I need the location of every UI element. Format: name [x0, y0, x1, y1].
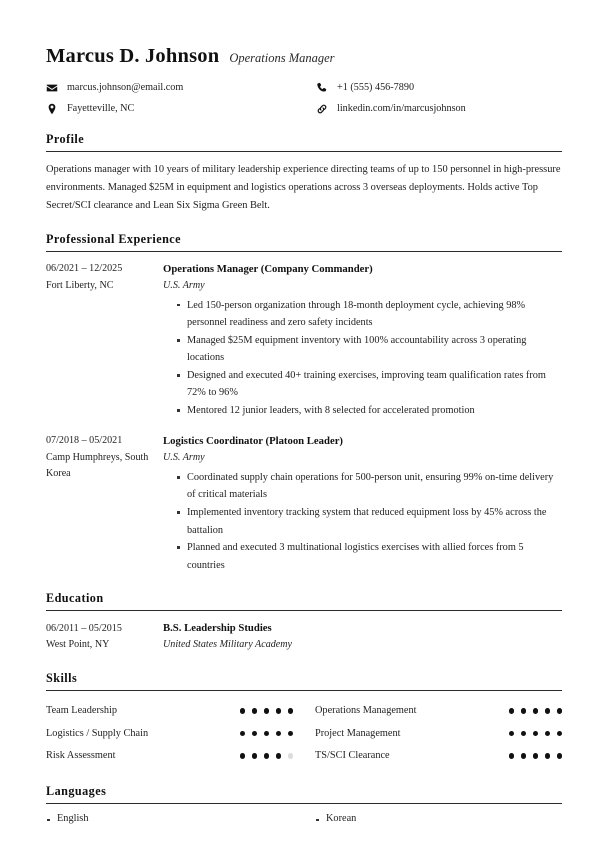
- rating-dot-filled: [252, 753, 257, 758]
- rating-dot-filled: [264, 731, 269, 736]
- link-icon: [316, 103, 328, 115]
- rating-dot-filled: [533, 708, 538, 713]
- skill-row: [315, 722, 562, 745]
- rating-dot-filled: [509, 731, 514, 736]
- candidate-name: Marcus D. Johnson: [46, 45, 220, 67]
- section-divider: [46, 151, 562, 152]
- skill-label: Operations Management: [315, 705, 417, 717]
- experience-entry: [46, 261, 562, 420]
- section-title-languages: Languages: [46, 784, 107, 799]
- skill-label: TS/SCI Clearance: [315, 750, 390, 762]
- entry-location: Camp Humphreys, South Korea: [46, 451, 149, 480]
- section-skills: [46, 671, 562, 768]
- entry-dates: 06/2011 – 05/2015: [46, 622, 122, 634]
- education-degree: B.S. Leadership Studies: [163, 622, 272, 635]
- rating-dot-empty: [288, 753, 293, 758]
- skill-row: [46, 700, 293, 723]
- rating-dot-filled: [240, 708, 245, 713]
- rating-dot-filled: [521, 708, 526, 713]
- rating-dot-filled: [276, 753, 281, 758]
- entry-meta: [46, 433, 163, 574]
- contact-info: [46, 82, 562, 115]
- section-divider: [46, 803, 562, 804]
- entry-bullet-list: [163, 297, 562, 420]
- skill-label: Logistics / Supply Chain: [46, 727, 149, 739]
- contact-email-text: marcus.johnson@email.com: [67, 81, 184, 93]
- entry-body: [163, 261, 562, 420]
- skill-row: [315, 745, 562, 768]
- rating-dot-filled: [521, 753, 526, 758]
- rating-dot-filled: [557, 708, 562, 713]
- rating-dot-filled: [509, 753, 514, 758]
- section-divider: [46, 610, 562, 611]
- entry-meta: [46, 620, 163, 653]
- list-item: Korean: [315, 813, 562, 824]
- rating-dot-filled: [264, 753, 269, 758]
- section-divider: [46, 251, 562, 252]
- skill-row: [46, 745, 293, 768]
- rating-dot-filled: [533, 753, 538, 758]
- skill-rating: [240, 753, 293, 758]
- list-item: English: [46, 813, 293, 824]
- skill-label: Risk Assessment: [46, 750, 116, 762]
- entry-meta: [46, 261, 163, 420]
- rating-dot-filled: [545, 708, 550, 713]
- contact-linkedin-text: linkedin.com/in/marcusjohnson: [337, 102, 466, 114]
- phone-icon: [316, 82, 328, 94]
- rating-dot-filled: [288, 731, 293, 736]
- rating-dot-filled: [557, 731, 562, 736]
- rating-dot-filled: [545, 731, 550, 736]
- skill-label: Team Leadership: [46, 705, 118, 717]
- section-divider: [46, 690, 562, 691]
- rating-dot-filled: [288, 708, 293, 713]
- contact-linkedin[interactable]: [316, 103, 562, 115]
- skill-row: [46, 722, 293, 745]
- skill-rating: [509, 731, 562, 736]
- skill-row: [315, 700, 562, 723]
- contact-phone[interactable]: [316, 82, 562, 94]
- resume-header: [46, 45, 562, 115]
- contact-phone-text: +1 (555) 456-7890: [337, 81, 415, 93]
- section-title-profile: Profile: [46, 132, 85, 146]
- section-title-education: Education: [46, 591, 104, 606]
- section-languages: [46, 784, 562, 824]
- rating-dot-filled: [252, 708, 257, 713]
- list-item: Implemented inventory tracking system that reduced equipment loss by 45% across the battalion: [177, 504, 562, 539]
- entry-body: [163, 620, 562, 653]
- contact-email[interactable]: [46, 82, 316, 94]
- section-education: [46, 591, 562, 653]
- list-item: Mentored 12 junior leaders, with 8 selected for accelerated promotion: [177, 402, 562, 419]
- experience-entry: [46, 433, 562, 574]
- entry-organization: U.S. Army: [163, 279, 205, 291]
- education-entry: [46, 620, 562, 653]
- entry-body: [163, 433, 562, 574]
- entry-dates: 07/2018 – 05/2021: [46, 435, 123, 447]
- skill-rating: [240, 731, 293, 736]
- languages-grid: [46, 813, 562, 824]
- entry-organization: U.S. Army: [163, 451, 205, 463]
- rating-dot-filled: [557, 753, 562, 758]
- rating-dot-filled: [545, 753, 550, 758]
- list-item: Managed $25M equipment inventory with 100% accountability across 3 operating locations: [177, 332, 562, 367]
- section-profile: [46, 132, 562, 215]
- contact-location: [46, 103, 316, 115]
- name-title-row: [46, 45, 562, 68]
- entry-bullet-list: [163, 469, 562, 574]
- rating-dot-filled: [264, 708, 269, 713]
- skill-rating: [509, 708, 562, 713]
- rating-dot-filled: [252, 731, 257, 736]
- rating-dot-filled: [521, 731, 526, 736]
- skill-label: Project Management: [315, 727, 401, 739]
- envelope-icon: [46, 82, 58, 94]
- profile-summary-text: Operations manager with 10 years of military leadership experience directing teams of up to 150 personnel in high-pressure environments. Managed $25M in equipment and logistics operations across 3 overseas deployments. Holds active Top Secret/SCI clearance and Lean Six Sigma Green Belt.: [46, 164, 561, 211]
- contact-location-text: Fayetteville, NC: [67, 102, 135, 114]
- rating-dot-filled: [240, 731, 245, 736]
- entry-location: West Point, NY: [46, 639, 110, 651]
- entry-role: Logistics Coordinator (Platoon Leader): [163, 434, 343, 447]
- list-item: Coordinated supply chain operations for 500-person unit, ensuring 99% on-time delivery of critical materials: [177, 469, 562, 504]
- entry-location: Fort Liberty, NC: [46, 279, 114, 291]
- section-experience: [46, 232, 562, 575]
- skill-rating: [240, 708, 293, 713]
- entry-role: Operations Manager (Company Commander): [163, 262, 373, 275]
- rating-dot-filled: [240, 753, 245, 758]
- rating-dot-filled: [509, 708, 514, 713]
- skill-rating: [509, 753, 562, 758]
- skills-grid: [46, 700, 562, 768]
- list-item: Designed and executed 40+ training exercises, improving team qualification rates from 72% to 96%: [177, 367, 562, 402]
- rating-dot-filled: [276, 708, 281, 713]
- section-title-experience: Professional Experience: [46, 231, 182, 246]
- location-pin-icon: [46, 103, 58, 115]
- candidate-job-title: Operations Manager: [229, 51, 335, 65]
- entry-dates: 06/2021 – 12/2025: [46, 263, 123, 275]
- section-title-skills: Skills: [46, 670, 78, 685]
- list-item: Planned and executed 3 multinational logistics exercises with allied forces from 5 countries: [177, 539, 562, 574]
- rating-dot-filled: [276, 731, 281, 736]
- list-item: Led 150-person organization through 18-month deployment cycle, achieving 98% personnel readiness and zero safety incidents: [177, 297, 562, 332]
- rating-dot-filled: [533, 731, 538, 736]
- education-institution: United States Military Academy: [163, 639, 293, 651]
